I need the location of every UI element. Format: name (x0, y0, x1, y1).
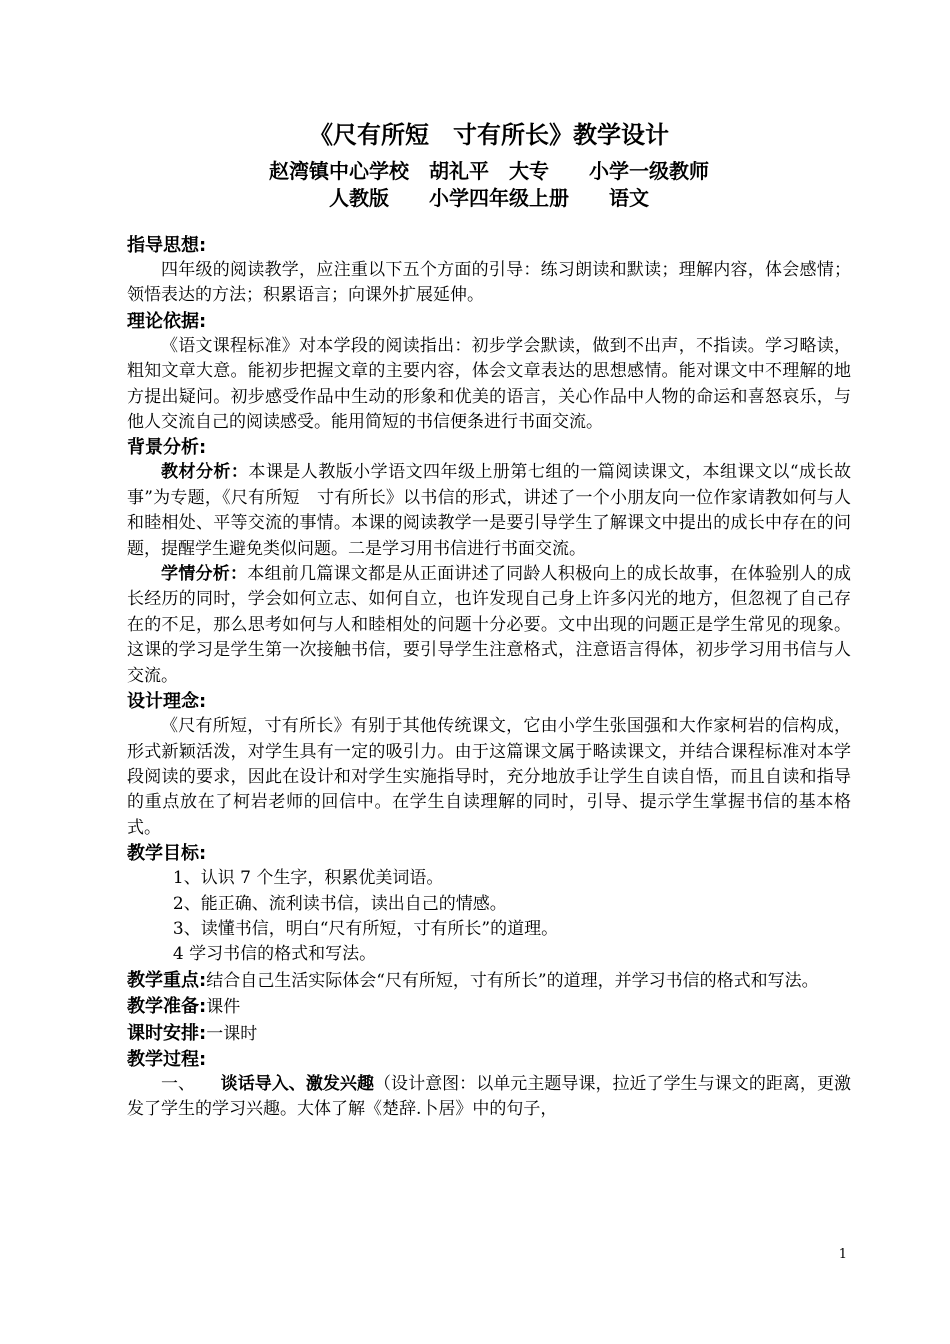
student-analysis-paragraph (127, 562, 851, 689)
process-step-number: 一、 (161, 1073, 187, 1094)
document-title: 《尺有所短 寸有所长》教学设计 (309, 121, 669, 149)
schedule-heading: 课时安排: (127, 1022, 207, 1044)
document-content (127, 118, 851, 1123)
focus-text: 结合自己生活实际体会“尺有所短，寸有所长”的道理，并学习书信的格式和写法。 (206, 970, 819, 991)
page-number: 1 (838, 1247, 847, 1262)
goal-item: 4 学习书信的格式和写法。 (172, 944, 377, 965)
process-step-text: （设计意图：以单元主题导课，拉近了学生与课文的距离，更激发了学生的学习兴趣。大体了解《楚辞.卜居》中的句子， (127, 1073, 852, 1120)
student-analysis-text: 本组前几篇课文都是从正面讲述了同龄人积极向上的成长故事，在体验别人的成长经历的同时，学会如何立志、如何自立，也许发现自己身上许多闪光的地方，但忽视了自己存在的不足，那么思考如何与人和睦相处的问题十分必要。文中出现的问题正是学生常见的现象。这课的学习是学生第一次接触书信，要引导学生注意格式，注意语言得体，初步学习用书信与人交流。 (127, 564, 852, 686)
student-analysis-lead: 学情分析： (161, 564, 248, 585)
material-analysis-lead: 教材分析： (161, 462, 249, 483)
goals-heading: 教学目标: (127, 843, 207, 865)
theory-heading: 理论依据: (127, 310, 207, 332)
goal-item: 1、认识 7 个生字，积累优美词语。 (172, 868, 444, 889)
design-paragraph: 《尺有所短，寸有所长》有别于其他传统课文，它由小学生张国强和大作家柯岩的信构成，形式新颖活泼，对学生具有一定的吸引力。由于这篇课文属于略读课文，并结合课程标准对本学段阅读的要求，因此在设计和对学生实施指导时，充分地放手让学生自读自悟，而且自读和指导的重点放在了柯岩老师的回信中。在学生自读理解的同时，引导、提示学生掌握书信的基本格式。 (127, 716, 851, 838)
edition-line: 人教版 小学四年级上册 语文 (329, 186, 649, 210)
focus-heading: 教学重点: (127, 969, 207, 991)
process-step-paragraph (127, 1072, 851, 1123)
goal-item: 3、读懂书信，明白“尺有所短，寸有所长”的道理。 (172, 918, 559, 939)
schedule-text: 一课时 (206, 1023, 258, 1044)
guiding-heading: 指导思想: (127, 235, 207, 256)
background-heading: 背景分析: (127, 437, 207, 459)
theory-paragraph: 《语文课程标准》对本学段的阅读指出：初步学会默读，做到不出声，不指读。学习略读，粗知文章大意。能初步把握文章的主要内容，体会文章表达的思想感情。能对课文中不理解的地方提出疑问。初步感受作品中生动的形象和优美的语言，关心作品中人物的命运和喜怒哀乐，与他人交流自己的阅读感受。能用简短的书信便条进行书面交流。 (127, 335, 851, 433)
spacer (127, 212, 851, 233)
prep-line (127, 994, 851, 1020)
process-step-title: 谈话导入、激发兴趣 (220, 1073, 374, 1094)
schedule-line (127, 1021, 851, 1047)
goal-item: 2、能正确、流利读书信，读出自己的情感。 (172, 893, 507, 914)
author-line: 赵湾镇中心学校 胡礼平 大专 小学一级教师 (269, 159, 709, 183)
prep-heading: 教学准备: (127, 996, 207, 1018)
material-analysis-paragraph (127, 460, 851, 562)
material-analysis-text: 本课是人教版小学语文四年级上册第七组的一篇阅读课文，本组课文以“成长故事”为专题，《尺有所短 寸有所长》以书信的形式，讲述了一个小朋友向一位作家请教如何与人和睦相处、平等交流的事情。本课的阅读教学一是要引导学生了解课文中提出的成长中存在的问题，提醒学生避免类似问题。二是学习用书信进行书面交流。 (127, 462, 851, 559)
focus-paragraph (127, 968, 851, 994)
guiding-paragraph: 四年级的阅读教学，应注重以下五个方面的引导：练习朗读和默读；理解内容，体会感情；领悟表达的方法；积累语言；向课外扩展延伸。 (127, 260, 851, 306)
process-heading: 教学过程: (127, 1048, 207, 1070)
design-heading: 设计理念: (127, 691, 207, 713)
prep-text: 课件 (206, 997, 241, 1018)
